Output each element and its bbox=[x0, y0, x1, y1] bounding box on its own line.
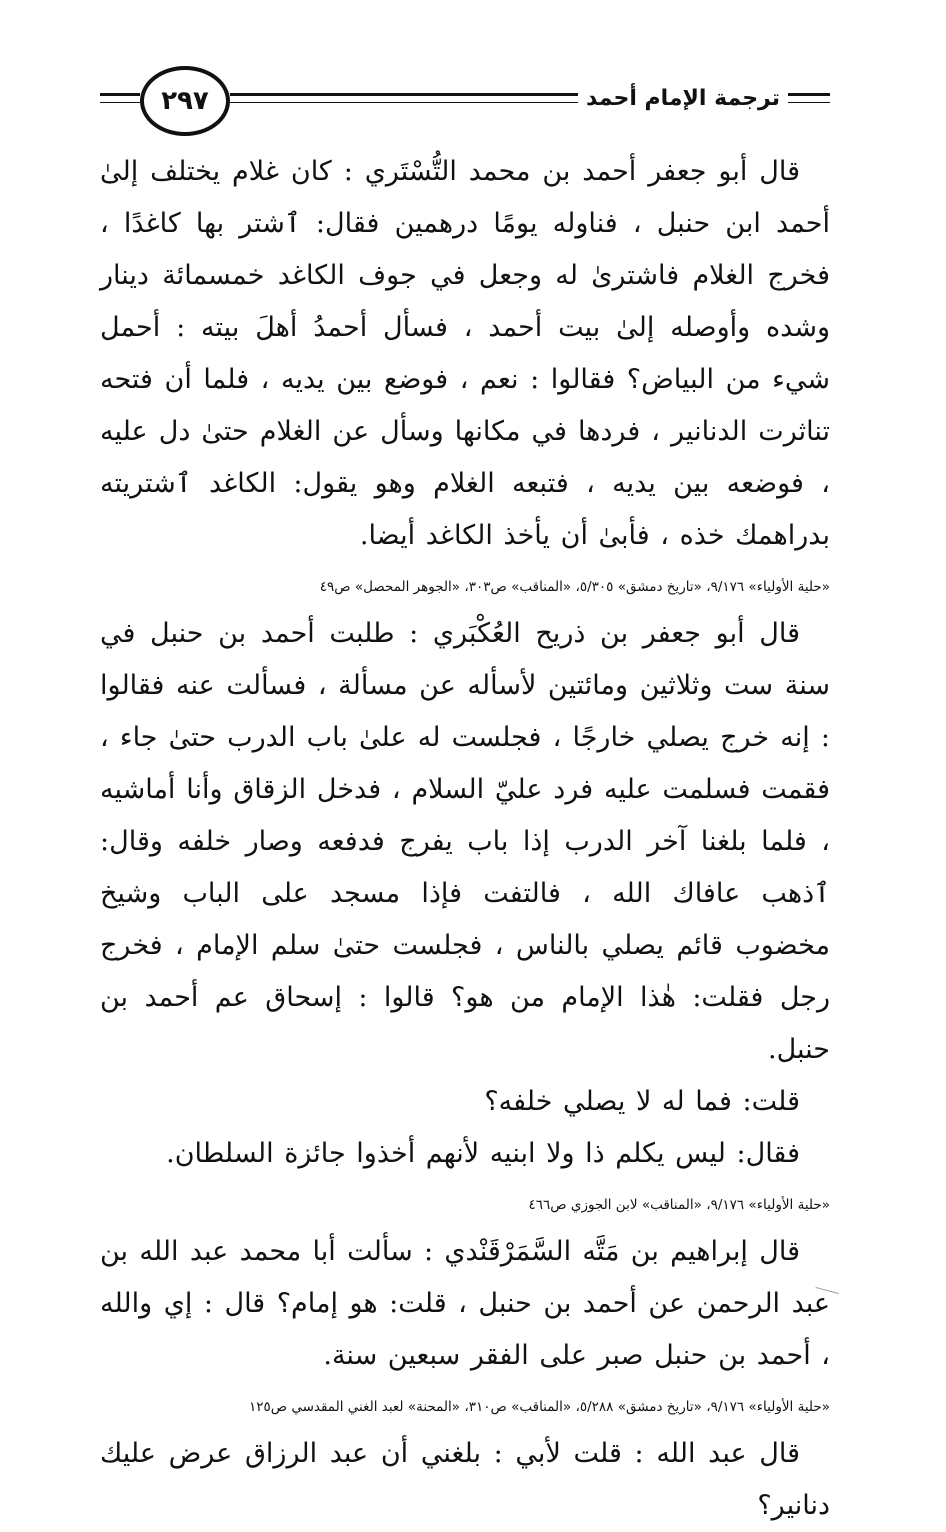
header-rule-left bbox=[100, 93, 140, 96]
page-number: ٢٩٧ bbox=[161, 86, 209, 116]
source-citation: «حلية الأولياء» ٩/١٧٦، «المناقب» لابن الجوزي ص٤٦٦ bbox=[528, 1197, 830, 1213]
page-header bbox=[100, 66, 830, 136]
header-rule-left-thin bbox=[100, 102, 140, 103]
paragraph-tustari: قال أبو جعفر أحمد بن محمد التُّسْتَري : كان غلام يختلف إلىٰ أحمد ابن حنبل ، فناوله يومًا درهمين فقال: ٱشتر بها كاغدًا ، فخرج الغلام فاشترىٰ له وجعل في جوف الكاغد خمسمائة دينار وشده وأوصله إلىٰ بيت أحمد ، فسأل أحمدُ أهلَ بيته : أحمل شيء من البياض؟ فقالوا : نعم ، فوضع بين يديه ، فلما أن فتحه تناثرت الدنانير ، فردها في مكانها وسأل عن الغلام حتىٰ دل عليه ، فوضعه بين يديه ، فتبعه الغلام وهو يقول: الكاغد ٱشتريته بدراهمك خذه ، فأبىٰ أن يأخذ الكاغد أيضا. bbox=[100, 156, 830, 551]
source-citation: «حلية الأولياء» ٩/١٧٦، «تاريخ دمشق» ٥/٢٨٨، «المناقب» ص٣١٠، «المحنة» لعبد الغني المقدسي ص١٢٥ bbox=[248, 1399, 830, 1415]
paragraph-samarqandi: قال إبراهيم بن مَتَّه السَّمَرْقَنْدي : سألت أبا محمد عبد الله بن عبد الرحمن عن أحمد بن حنبل ، قلت: هو إمام؟ قال : إي والله ، أحمد بن حنبل صبر على الفقر سبعين سنة. bbox=[100, 1236, 830, 1371]
source-citation: «حلية الأولياء» ٩/١٧٦، «تاريخ دمشق» ٥/٣٠٥، «المناقب» ص٣٠٣، «الجوهر المحصل» ص٤٩ bbox=[319, 579, 830, 595]
page-number-badge bbox=[140, 66, 230, 136]
paragraph-abdullah: قال عبد الله : قلت لأبي : بلغني أن عبد الرزاق عرض عليك دنانير؟ bbox=[100, 1438, 830, 1521]
dialogue-line: قلت: فما له لا يصلي خلفه؟ bbox=[484, 1086, 800, 1117]
paragraph-ukbari: قال أبو جعفر بن ذريح العُكْبَري : طلبت أحمد بن حنبل في سنة ست وثلاثين ومائتين لأسأله عن مسألة ، فسألت عنه فقالوا : إنه خرج يصلي خارجًا ، فجلست له علىٰ باب الدرب حتىٰ جاء ، فقمت فسلمت عليه فرد عليّ السلام ، فدخل الزقاق وأنا أماشيه ، فلما بلغنا آخر الدرب إذا باب يفرج فدفعه وصار خلفه وقال: ٱذهب عافاك الله ، فالتفت فإذا مسجد على الباب وشيخ مخضوب قائم يصلي بالناس ، فجلست حتىٰ سلم الإمام ، فخرج رجل فقلت: هٰذا الإمام من هو؟ قالوا : إسحاق عم أحمد بن حنبل. bbox=[100, 618, 830, 1065]
page-body bbox=[100, 146, 830, 1532]
running-title: ترجمة الإمام أحمد bbox=[578, 86, 788, 111]
dialogue-line: فقال: ليس يكلم ذا ولا ابنيه لأنهم أخذوا جائزة السلطان. bbox=[166, 1138, 800, 1169]
